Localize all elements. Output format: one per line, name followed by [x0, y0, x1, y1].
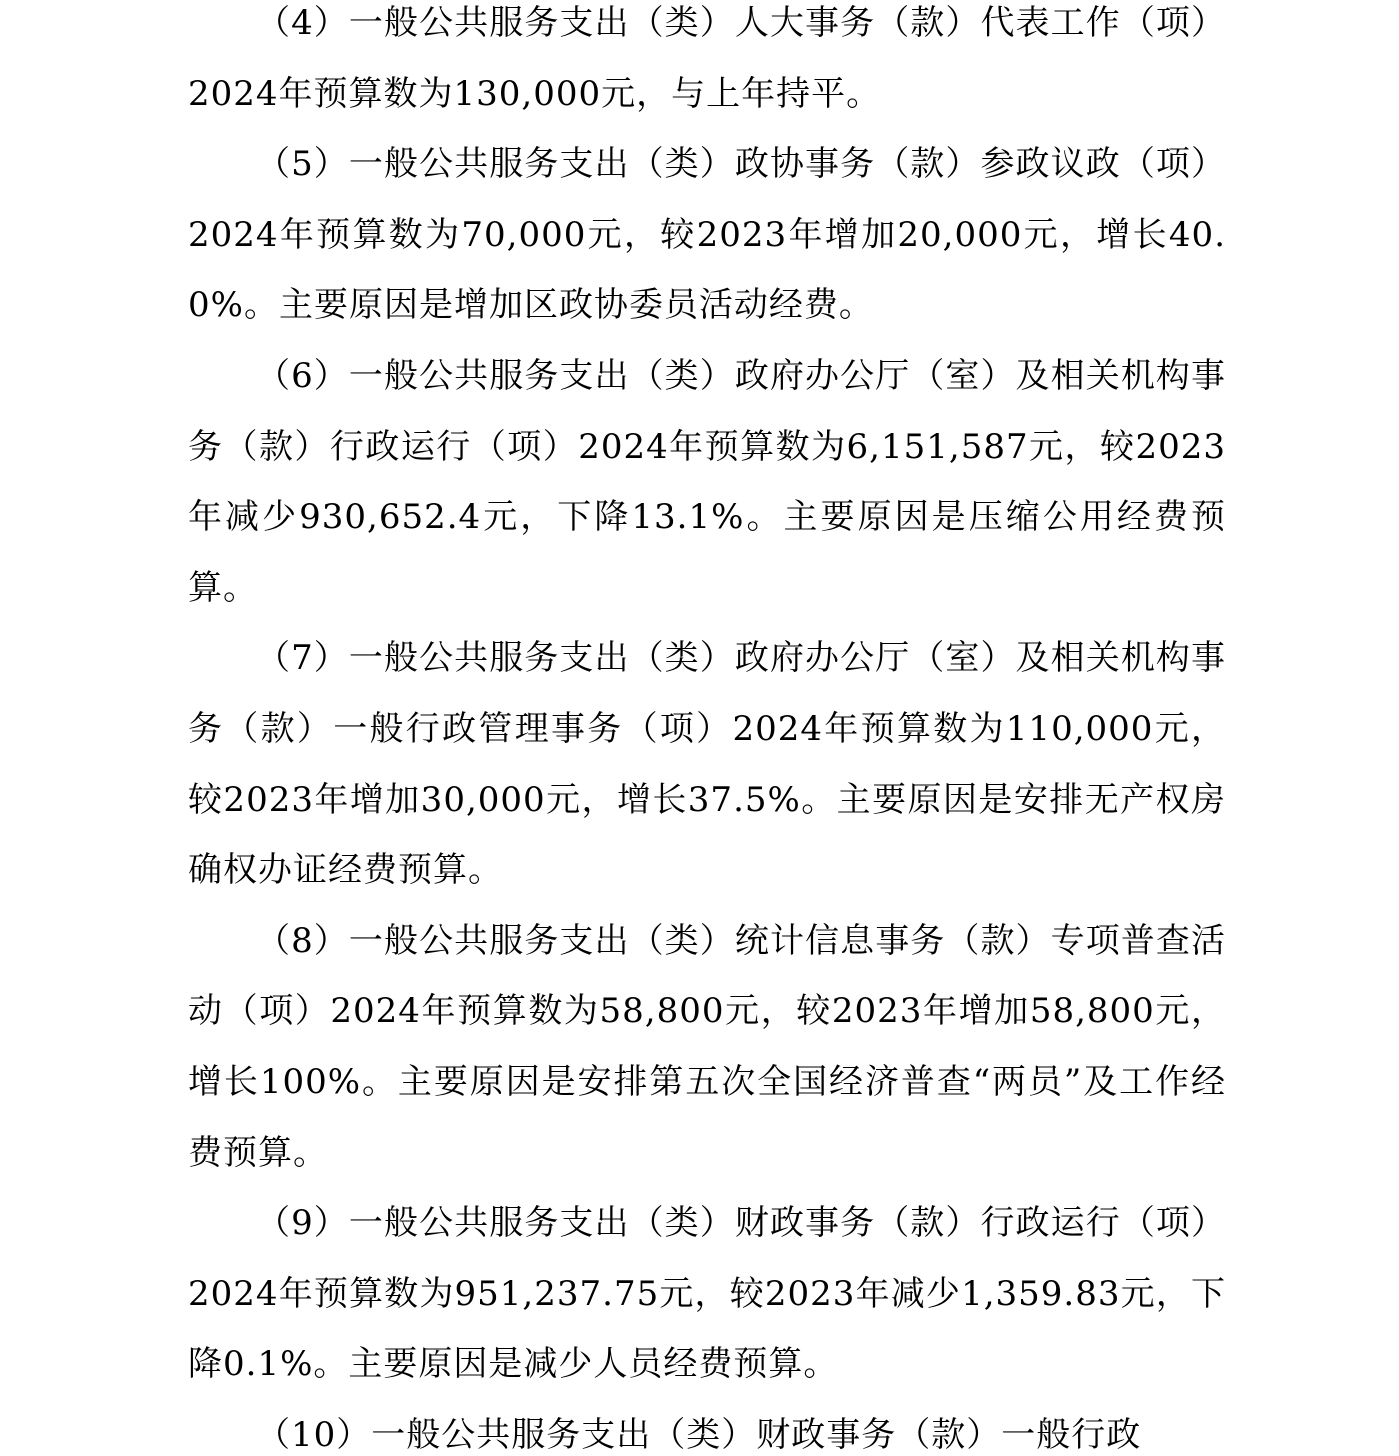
- document-page: [188, 0, 1226, 1456]
- paragraph-item-9: （9）一般公共服务支出（类）财政事务（款）行政运行（项）2024年预算数为951,237.75元，较2023年减少1,359.83元，下降0.1%。主要原因是减少人员经费预算。: [188, 1203, 1226, 1385]
- paragraph-item-4: （4）一般公共服务支出（类）人大事务（款）代表工作（项）2024年预算数为130,000元，与上年持平。: [188, 3, 1226, 114]
- paragraph-item-6: （6）一般公共服务支出（类）政府办公厅（室）及相关机构事务（款）行政运行（项）2024年预算数为6,151,587元，较2023年减少930,652.4元，下降13.1%。主要原因是压缩公用经费预算。: [188, 355, 1226, 608]
- paragraph-item-10: （10）一般公共服务支出（类）财政事务（款）一般行政: [256, 1414, 1142, 1455]
- paragraph-item-5: （5）一般公共服务支出（类）政协事务（款）参政议政（项）2024年预算数为70,000元，较2023年增加20,000元，增长40.0%。主要原因是增加区政协委员活动经费。: [188, 144, 1226, 326]
- paragraph-item-7: （7）一般公共服务支出（类）政府办公厅（室）及相关机构事务（款）一般行政管理事务（项）2024年预算数为110,000元，较2023年增加30,000元，增长37.5%。主要原因是安排无产权房确权办证经费预算。: [188, 638, 1226, 891]
- paragraph-item-8: （8）一般公共服务支出（类）统计信息事务（款）专项普查活动（项）2024年预算数为58,800元，较2023年增加58,800元，增长100%。主要原因是安排第五次全国经济普查“两员”及工作经费预算。: [188, 920, 1226, 1173]
